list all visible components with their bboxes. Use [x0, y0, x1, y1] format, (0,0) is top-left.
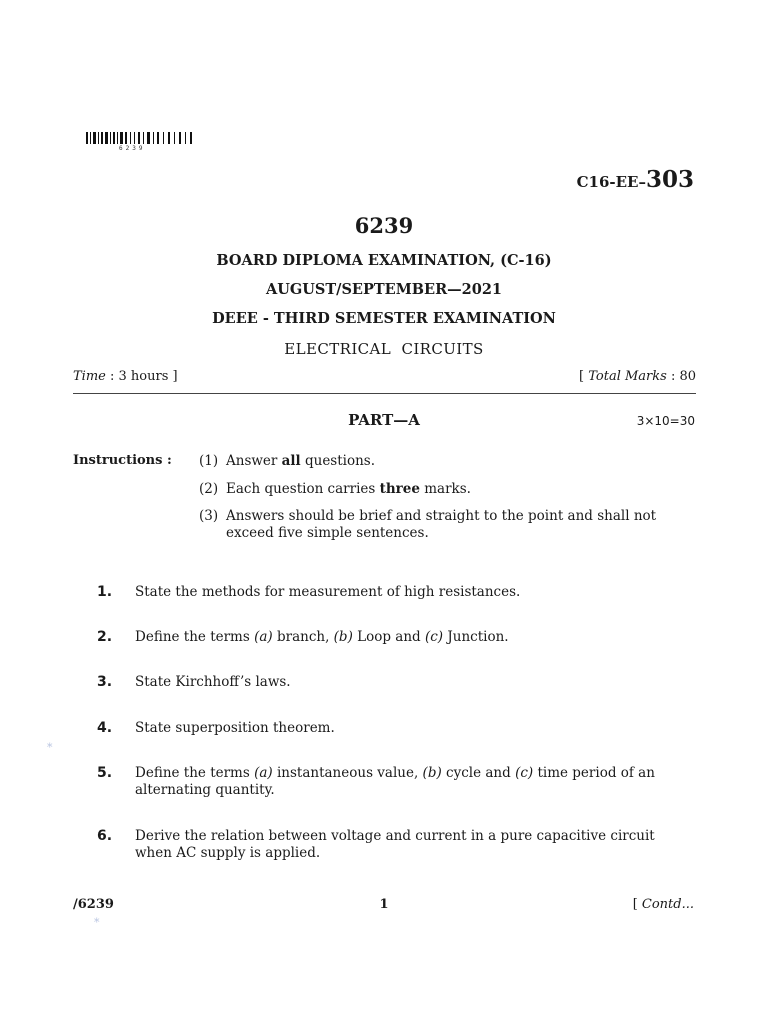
subject-title: ELECTRICAL CIRCUITS: [284, 340, 484, 358]
exam-title: BOARD DIPLOMA EXAMINATION, (C-16): [216, 252, 552, 269]
total-marks: [579, 369, 696, 384]
question-text: State superposition theorem.: [135, 720, 335, 736]
instruction-text: Answers should be brief and straight to the point and shall not exceed five simple sentences.: [226, 508, 657, 541]
question-text: Define the terms (a) instantaneous value, (b) cycle and (c) time period of an alternating quantity.: [135, 765, 655, 798]
question-number: 4.: [97, 720, 113, 736]
question-number: 5.: [97, 765, 113, 781]
question-text: State Kirchhoff’s laws.: [135, 674, 291, 690]
header-divider: [73, 393, 696, 394]
question-number: 1.: [97, 584, 113, 600]
footer-continued: [ Contd...: [632, 897, 694, 912]
question-number: 2.: [97, 629, 113, 645]
subject-code-number: 303: [645, 166, 694, 193]
total-marks-label: Total Marks: [588, 369, 667, 384]
question-text: Define the terms (a) branch, (b) Loop and (c) Junction.: [135, 629, 509, 645]
exam-session: AUGUST/SEPTEMBER—2021: [265, 281, 502, 298]
instruction-number: (3): [199, 508, 219, 524]
paper-number: 6239: [354, 213, 414, 238]
instruction-number: (2): [199, 481, 219, 497]
instruction-text: Each question carries three marks.: [226, 481, 471, 497]
star-mark-icon: *: [47, 741, 53, 754]
instruction-text: Answer all questions.: [226, 453, 376, 469]
time-allowed: [73, 369, 178, 384]
total-marks-bracket: [: [579, 369, 589, 384]
total-marks-value: : 80: [666, 369, 696, 384]
footer-paper-code: /6239: [73, 897, 114, 912]
exam-semester: DEEE - THIRD SEMESTER EXAMINATION: [212, 310, 556, 327]
star-mark-icon: *: [94, 916, 100, 929]
question-number: 3.: [97, 674, 113, 690]
barcode-number: 6239: [119, 145, 146, 152]
continued-label: Contd...: [641, 897, 694, 912]
subject-code-prefix: C16-EE–: [576, 173, 646, 191]
question-text: Derive the relation between voltage and current in a pure capacitive circuit when AC supply is applied.: [135, 828, 655, 861]
question-number: 6.: [97, 828, 113, 844]
time-label: Time: [73, 369, 106, 384]
part-title: PART—A: [348, 411, 420, 429]
instructions-label: Instructions :: [73, 453, 172, 468]
subject-code: [577, 166, 694, 193]
part-marks: 3×10=30: [636, 414, 695, 428]
page-number: 1: [379, 897, 389, 912]
time-value: : 3 hours ]: [105, 369, 178, 384]
instruction-number: (1): [199, 453, 219, 469]
question-text: State the methods for measurement of high resistances.: [135, 584, 521, 600]
barcode: [86, 132, 194, 146]
